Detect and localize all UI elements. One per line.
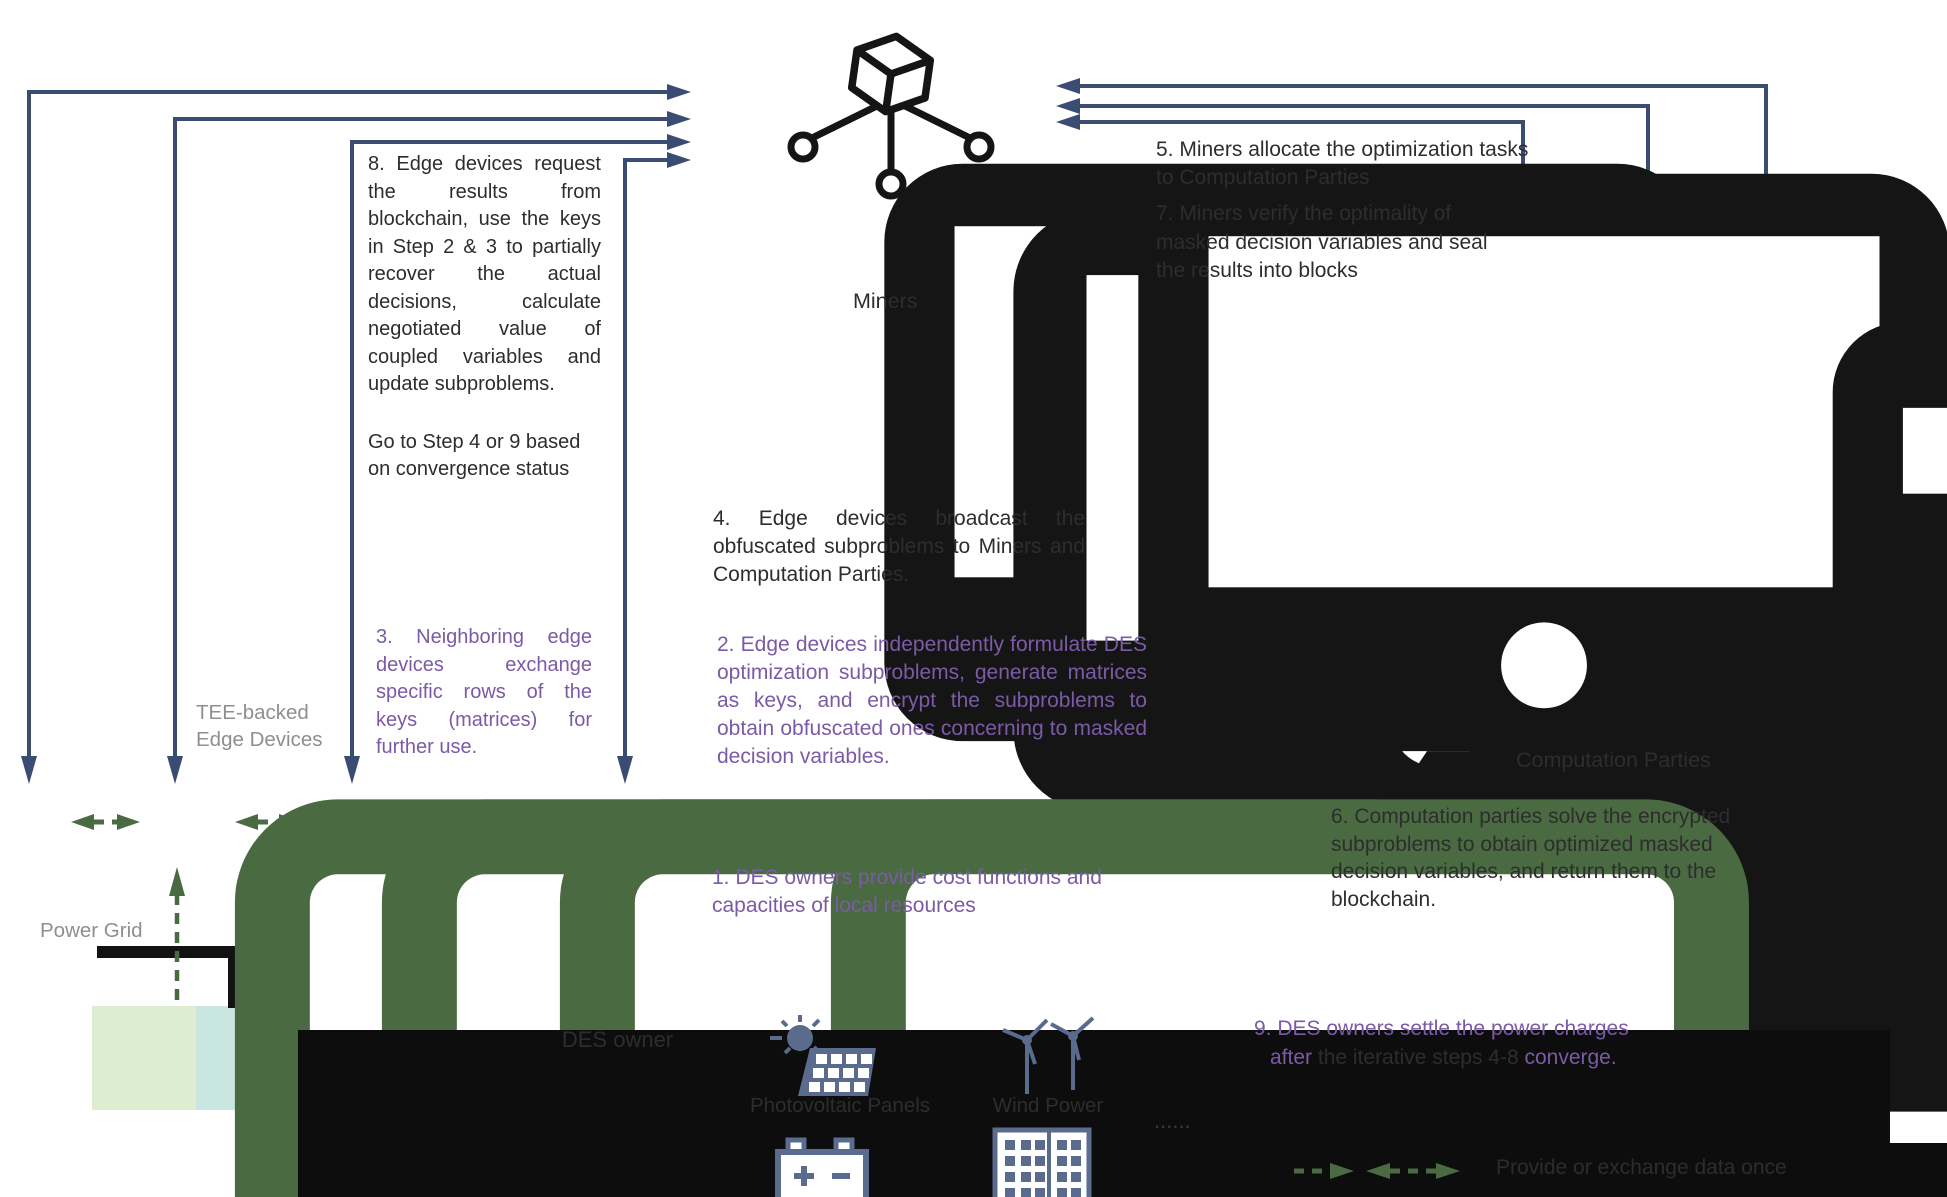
step-9-after: after [1270,1046,1318,1069]
ellipsis-label: ...... [1154,1108,1191,1133]
step-8-text [368,151,601,484]
computation-parties-label: Computation Parties [1516,748,1711,772]
step-8-goto: Go to Step 4 or 9 based on convergence status [368,430,581,480]
blockchain-cube-icon [849,31,933,117]
tee-label-line1: TEE-backed [196,701,309,724]
step-9-middle: the iterative steps 4-8 [1317,1046,1525,1069]
tee-edge-devices-label [196,699,322,753]
step-9-line1: 9. DES owners settle the power charges [1254,1017,1629,1040]
grid-feed-arrow [169,867,185,1004]
step-1-text: 1. DES owners provide cost functions and capacities of local resources [712,866,1102,917]
building-icon [995,1130,1089,1197]
device-exchange-arrow [71,814,140,830]
step-6-text: 6. Computation parties solve the encrypted subproblems to obtain optimized masked decision variables, and return them to the blockchain. [1331,805,1731,911]
step-9-converge: converge. [1524,1046,1617,1069]
step-9-line2 [1254,1043,1629,1072]
step-7-text: 7. Miners verify the optimality of masked decision variables and seal the results into blocks [1156,202,1488,282]
step-3-text: 3. Neighboring edge devices exchange specific rows of the keys (matrices) for further use. [376,626,592,758]
step-4-text: 4. Edge devices broadcast the obfuscated subproblems to Miners and Computation Parties. [713,507,1085,586]
wind-power-label: Wind Power [992,1094,1104,1117]
des-owner-label: DES owner [561,1027,674,1052]
power-grid-label: Power Grid [40,919,143,942]
step-2-text: 2. Edge devices independently formulate DES optimization subproblems, generate matrices as keys, and encrypt the subproblems to obtain obfuscated ones concerning to masked decision variables. [717,633,1147,768]
step-9-text [1254,1014,1629,1072]
miners-label: Miners [853,289,918,313]
step-5-text: 5. Miners allocate the optimization tasks to Computation Parties [1156,138,1529,189]
tee-label-line2: Edge Devices [196,728,323,751]
step-8-main: 8. Edge devices request the results from blockchain, use the keys in Step 2 & 3 to partially recover the actual decisions, calculate negotiated value of coupled variables and update subproblems. [368,153,601,395]
legend-dashed-label: Provide or exchange data once [1496,1156,1787,1179]
edge-to-blockchain-arrow [617,152,691,784]
photovoltaic-panels-label: Photovoltaic Panels [749,1094,931,1117]
